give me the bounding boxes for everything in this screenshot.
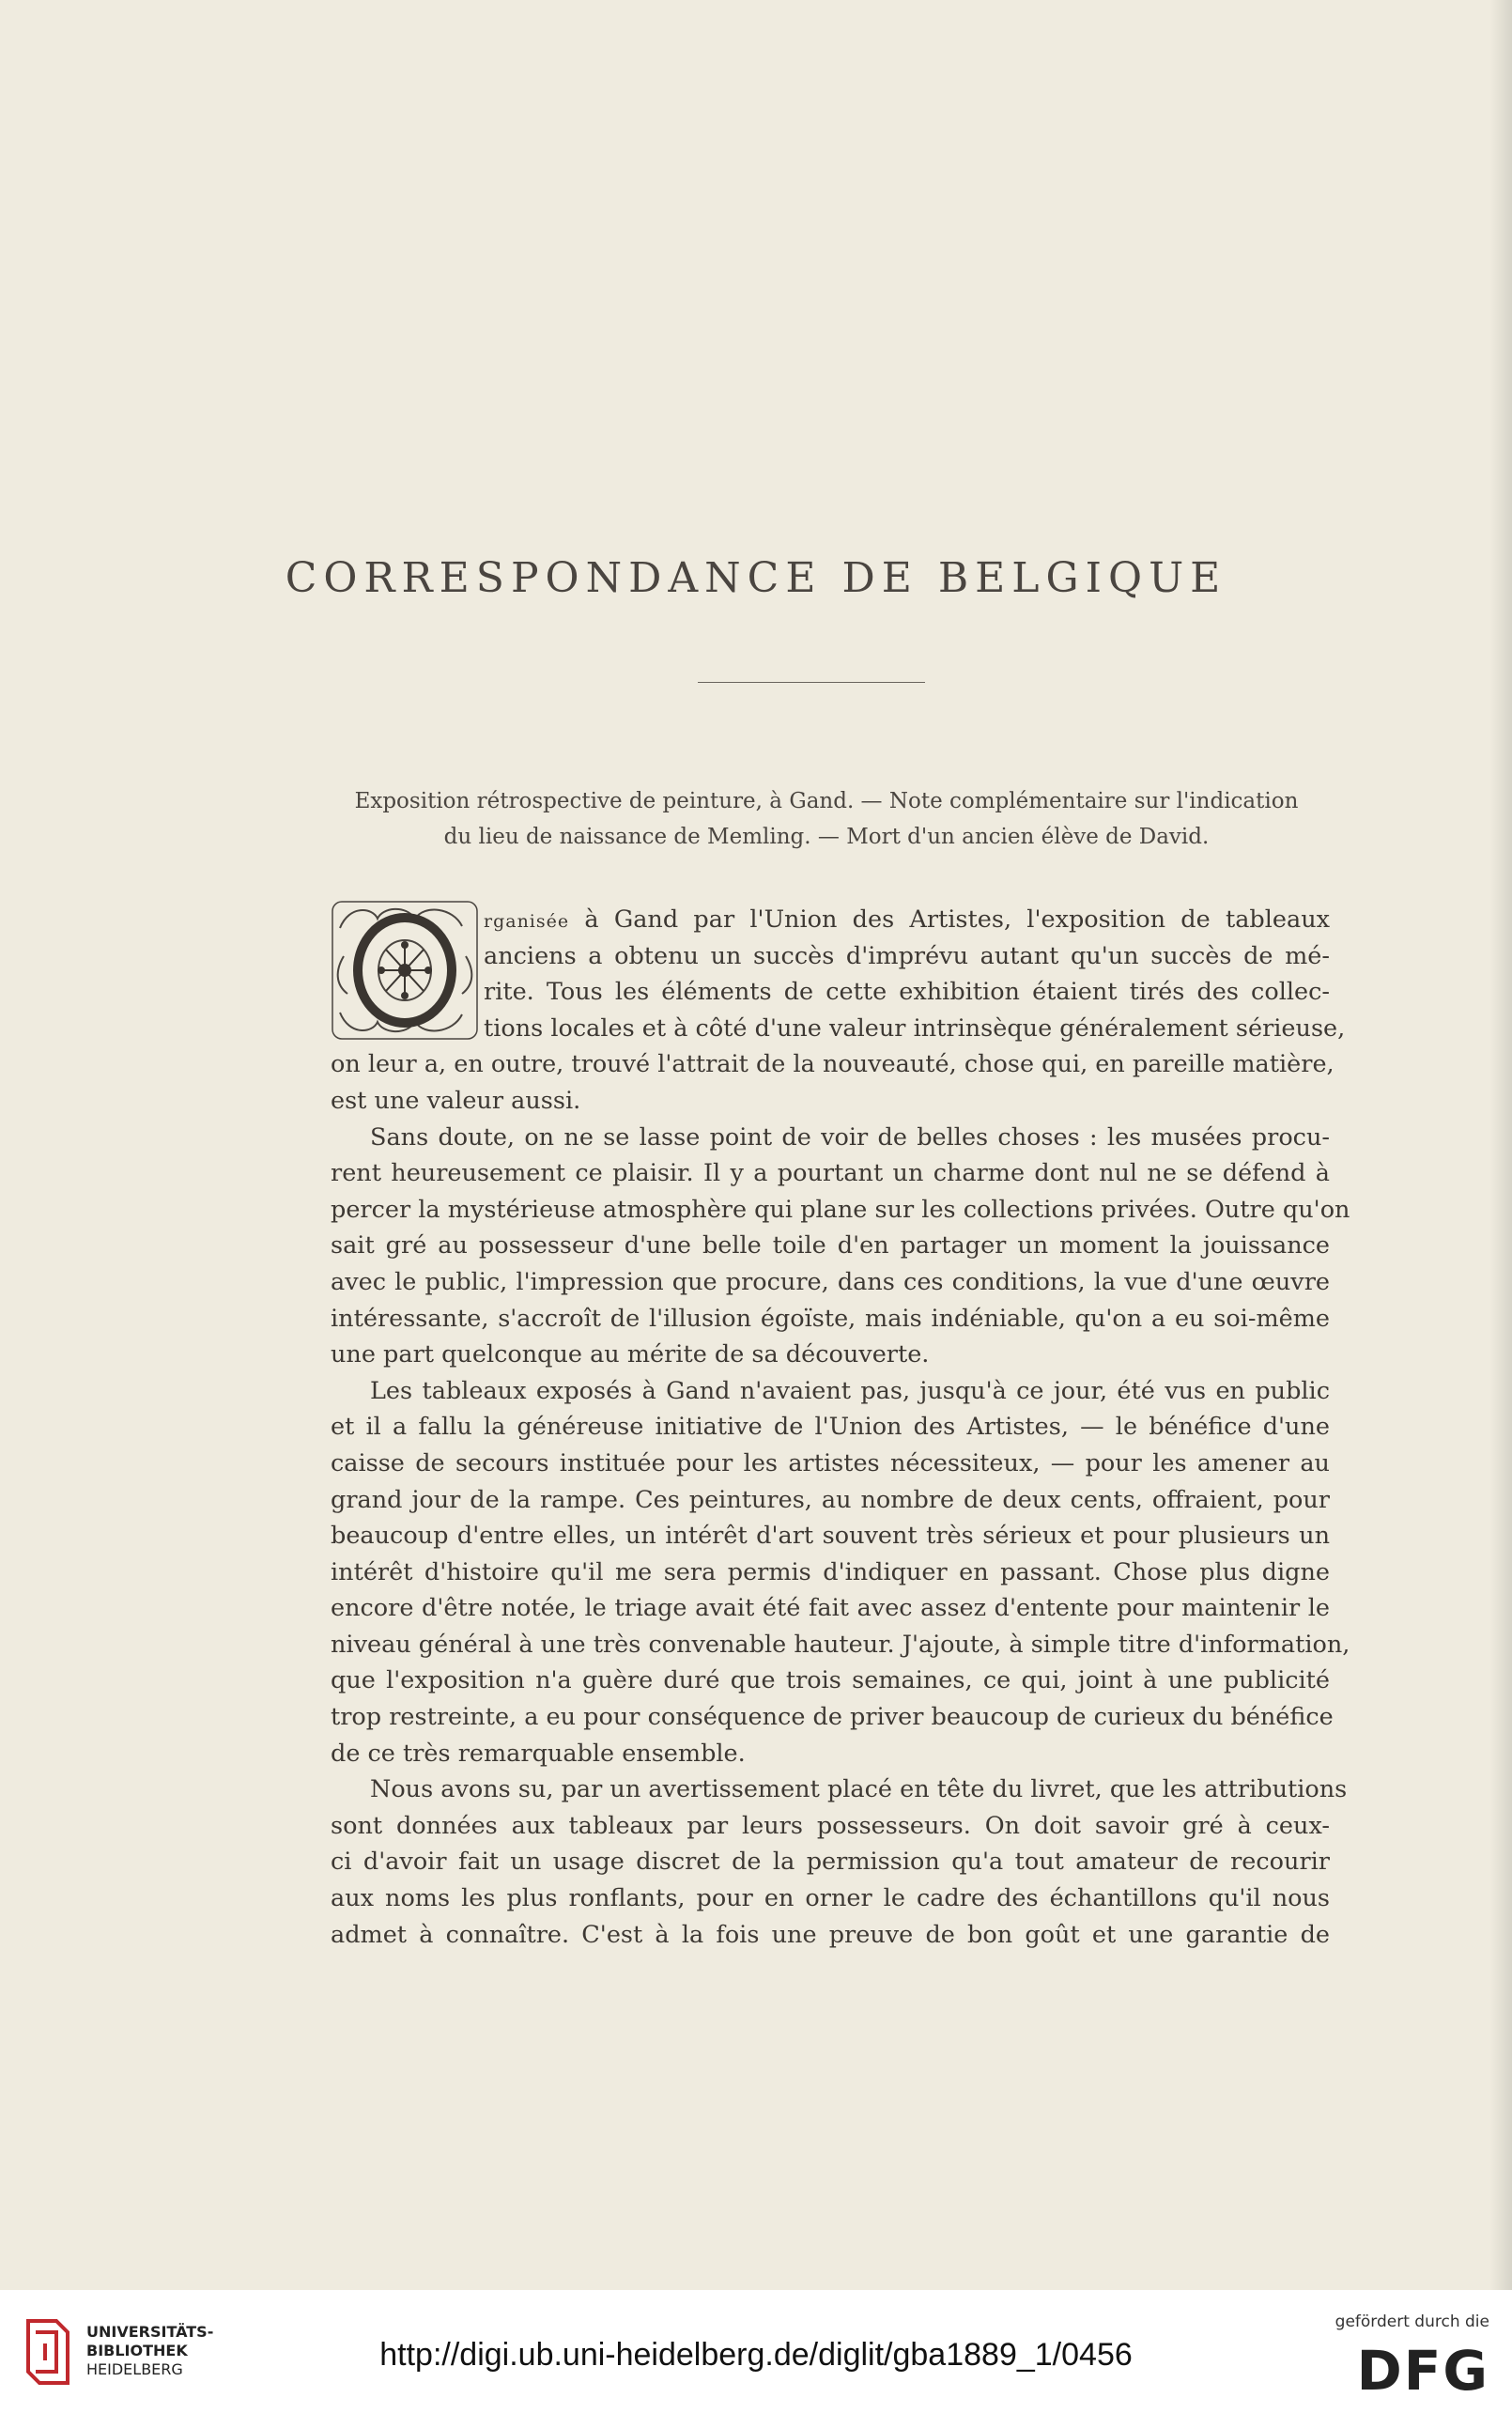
source-url-link[interactable]: http://digi.ub.uni-heidelberg.de/diglit/gba1889_1/0456: [379, 2337, 1133, 2373]
text-line: trop restreinte, a eu pour conséquence de priver beaucoup de curieux du bénéfice: [331, 1703, 1334, 1732]
funding-label: gefördert durch die: [1335, 2312, 1489, 2331]
page-edge-shadow: [1489, 0, 1512, 2290]
text-line: est une valeur aussi.: [331, 1086, 581, 1115]
digitization-footer: [0, 2290, 1512, 2413]
dfg-logo: DFG: [1356, 2339, 1489, 2403]
dropcap-letter: O: [331, 900, 332, 901]
text-line: sont données aux tableaux par leurs possesseurs. On doit savoir gré à ceux-: [331, 1811, 1330, 1840]
text-line: Les tableaux exposés à Gand n'avaient pas, jusqu'à ce jour, été vus en public: [370, 1376, 1330, 1405]
text-line: admet à connaître. C'est à la fois une preuve de bon goût et une garantie de: [331, 1920, 1330, 1949]
text-line: on leur a, en outre, trouvé l'attrait de la nouveauté, chose qui, en pareille matière,: [331, 1050, 1335, 1079]
first-word-smallcaps: rganisée: [484, 911, 570, 932]
text-line: Nous avons su, par un avertissement placé en tête du livret, que les attributions: [370, 1775, 1348, 1804]
library-name: UNIVERSITÄTS- BIBLIOTHEK HEIDELBERG: [86, 2323, 214, 2378]
text-line: anciens a obtenu un succès d'imprévu autant qu'un succès de mé-: [484, 941, 1330, 970]
text-line: grand jour de la rampe. Ces peintures, au nombre de deux cents, offraient, pour: [331, 1485, 1330, 1514]
text-line: aux noms les plus ronflants, pour en orner le cadre des échantillons qu'il nous: [331, 1884, 1330, 1913]
text-line: sait gré au possesseur d'une belle toile d'en partager un moment la jouissance: [331, 1231, 1330, 1261]
summary-line: du lieu de naissance de Memling. — Mort d'un ancien élève de David.: [443, 825, 1210, 849]
text-line: rite. Tous les éléments de cette exhibition étaient tirés des collec-: [484, 978, 1330, 1007]
text-line: rganisée à Gand par l'Union des Artistes, l'exposition de tableaux: [484, 905, 1330, 934]
page-title: CORRESPONDANCE DE BELGIQUE: [285, 554, 1227, 602]
text-line: intérêt d'histoire qu'il me sera permis d'indiquer en passant. Chose plus digne: [331, 1557, 1330, 1586]
text-line: niveau général à une très convenable hauteur. J'ajoute, à simple titre d'information,: [331, 1630, 1350, 1659]
text-line: que l'exposition n'a guère duré que trois semaines, ce qui, joint à une publicité: [331, 1666, 1330, 1695]
chapter-summary: [310, 783, 1343, 855]
text-line: avec le public, l'impression que procure, dans ces conditions, la vue d'une œuvre: [331, 1267, 1330, 1296]
text-line: percer la mystérieuse atmosphère qui plane sur les collections privées. Outre qu'on: [331, 1195, 1350, 1224]
text-line: tions locales et à côté d'une valeur intrinsèque généralement sérieuse,: [484, 1013, 1346, 1043]
text-line: une part quelconque au mérite de sa découverte.: [331, 1340, 930, 1369]
text-line: beaucoup d'entre elles, un intérêt d'art souvent très sérieux et pour plusieurs un: [331, 1522, 1330, 1551]
text-line: Sans doute, on ne se lasse point de voir de belles choses : les musées procu-: [370, 1122, 1330, 1152]
text-line: et il a fallu la généreuse initiative de l'Union des Artistes, — le bénéfice d'une: [331, 1413, 1330, 1442]
text-line: encore d'être notée, le triage avait été fait avec assez d'entente pour maintenir le: [331, 1594, 1330, 1623]
text-line: intéressante, s'accroît de l'illusion égoïste, mais indéniable, qu'on a eu soi-même: [331, 1304, 1330, 1333]
text-line: caisse de secours instituée pour les artistes nécessiteux, — pour les amener au: [331, 1448, 1330, 1477]
text-line: rent heureusement ce plaisir. Il y a pourtant un charme dont nul ne se défend à: [331, 1159, 1330, 1188]
text-line: ci d'avoir fait un usage discret de la permission qu'a tout amateur de recourir: [331, 1848, 1330, 1877]
summary-line: Exposition rétrospective de peinture, à Gand. — Note complémentaire sur l'indication: [354, 789, 1299, 813]
text-line: de ce très remarquable ensemble.: [331, 1739, 746, 1768]
article-body: [331, 902, 1350, 1953]
title-divider: [698, 682, 925, 683]
